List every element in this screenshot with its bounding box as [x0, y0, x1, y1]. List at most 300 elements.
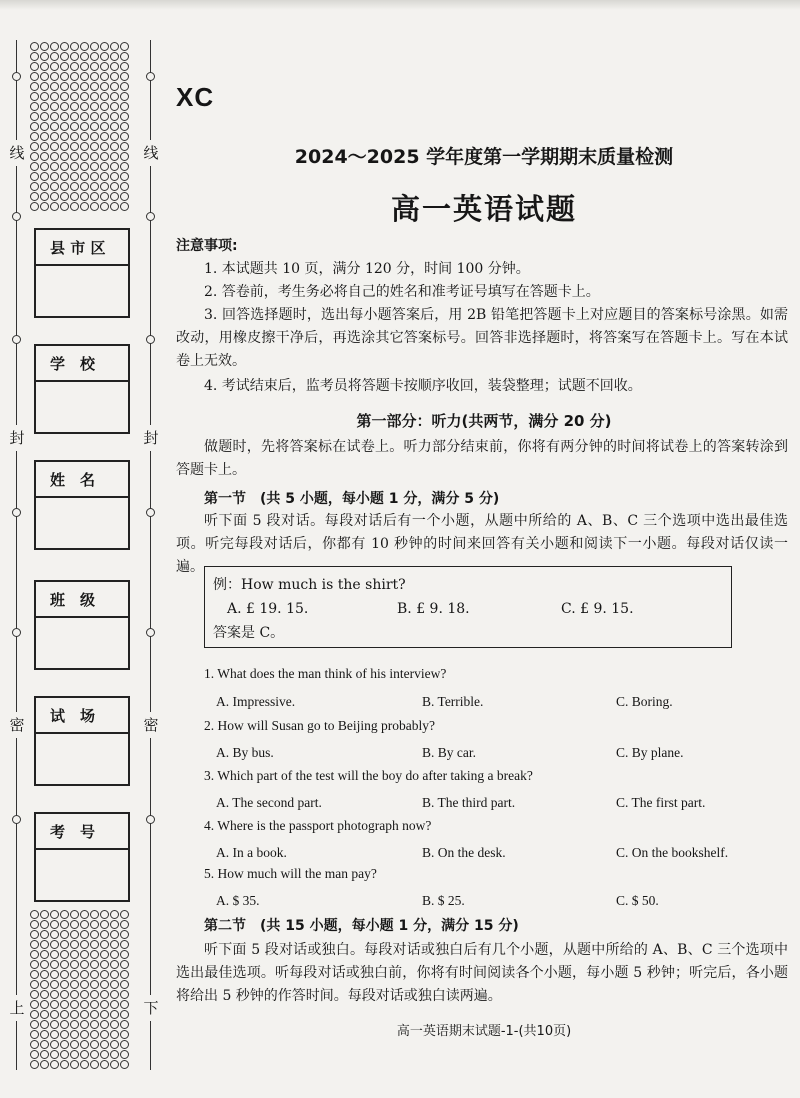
- bubble-mark: [60, 102, 69, 111]
- bubble-mark: [80, 910, 89, 919]
- bubble-mark: [50, 940, 59, 949]
- bubble-mark: [120, 940, 129, 949]
- option-a[interactable]: A. By bus.: [216, 745, 274, 760]
- bubble-mark: [30, 142, 39, 151]
- bubble-mark: [70, 82, 79, 91]
- bubble-mark: [90, 112, 99, 121]
- bubble-mark: [50, 1040, 59, 1049]
- bubble-mark: [40, 132, 49, 141]
- bubble-mark: [40, 980, 49, 989]
- bubble-mark: [40, 910, 49, 919]
- bubble-mark: [50, 42, 59, 51]
- bubble-mark: [100, 72, 109, 81]
- bubble-mark: [120, 1030, 129, 1039]
- bubble-mark: [60, 970, 69, 979]
- bubble-mark: [70, 1060, 79, 1069]
- question-5: 5. How much will the man pay?: [204, 866, 377, 881]
- bubble-mark: [110, 112, 119, 121]
- bubble-mark: [90, 62, 99, 71]
- bubble-mark: [60, 92, 69, 101]
- bubble-mark: [50, 920, 59, 929]
- bubble-mark: [50, 172, 59, 181]
- bubble-mark: [40, 92, 49, 101]
- bubble-mark: [100, 92, 109, 101]
- bubble-mark: [90, 42, 99, 51]
- bubble-mark: [80, 52, 89, 61]
- bubble-mark: [110, 1030, 119, 1039]
- bubble-mark: [50, 930, 59, 939]
- bubble-mark: [60, 202, 69, 211]
- bubble-mark: [30, 920, 39, 929]
- example-question: 例：How much is the shirt?: [213, 577, 406, 593]
- section-two-instructions: 听下面 5 段对话或独白。每段对话或独白后有几个小题，从题中所给的 A、B、C 三个选项中选出最佳选项。听每段对话或独白前，你将有时间阅读各个小题，每小题 5 秒钟；听完后，各小题将给出 5 秒钟的作答时间。每段对话或独白读两遍。: [176, 942, 788, 1004]
- bubble-mark: [40, 960, 49, 969]
- bubble-mark: [100, 940, 109, 949]
- question-3: 3. Which part of the test will the boy do after taking a break?: [204, 768, 533, 783]
- bubble-mark: [100, 162, 109, 171]
- option-b[interactable]: B. $ 25.: [422, 893, 465, 908]
- bubble-mark: [30, 1040, 39, 1049]
- bubble-mark: [50, 960, 59, 969]
- bubble-mark: [80, 142, 89, 151]
- option-c[interactable]: C. Boring.: [616, 694, 673, 709]
- bubble-mark: [100, 142, 109, 151]
- bubble-mark: [70, 52, 79, 61]
- bubble-mark: [80, 102, 89, 111]
- bubble-mark: [110, 122, 119, 131]
- bubble-grid-bottom: [30, 910, 130, 1070]
- bubble-mark: [60, 910, 69, 919]
- option-a[interactable]: A. The second part.: [216, 795, 322, 810]
- cut-label-up: 上: [9, 995, 25, 1021]
- bubble-mark: [100, 172, 109, 181]
- bubble-mark: [40, 950, 49, 959]
- bubble-mark: [90, 1060, 99, 1069]
- county-field[interactable]: [34, 228, 130, 318]
- bubble-mark: [70, 940, 79, 949]
- bubble-mark: [70, 1050, 79, 1059]
- bubble-mark: [110, 102, 119, 111]
- bubble-mark: [50, 990, 59, 999]
- bubble-mark: [80, 970, 89, 979]
- bubble-mark: [70, 930, 79, 939]
- bubble-mark: [60, 112, 69, 121]
- bubble-mark: [120, 92, 129, 101]
- bubble-mark: [40, 122, 49, 131]
- bubble-mark: [110, 980, 119, 989]
- bubble-grid-top: [30, 42, 130, 212]
- cut-line-right: [150, 40, 151, 1070]
- bubble-mark: [110, 920, 119, 929]
- bubble-mark: [120, 62, 129, 71]
- bubble-mark: [50, 1000, 59, 1009]
- bubble-mark: [100, 910, 109, 919]
- bubble-mark: [110, 142, 119, 151]
- bubble-mark: [40, 1040, 49, 1049]
- cut-label-line: 线: [143, 140, 159, 166]
- bubble-mark: [110, 950, 119, 959]
- bubble-mark: [70, 72, 79, 81]
- bubble-mark: [70, 202, 79, 211]
- bubble-mark: [60, 122, 69, 131]
- bubble-mark: [60, 920, 69, 929]
- exam-number-field[interactable]: [34, 812, 130, 902]
- bubble-mark: [70, 950, 79, 959]
- binding-hole: [146, 335, 155, 344]
- option-b[interactable]: B. Terrible.: [422, 694, 484, 709]
- bubble-mark: [100, 132, 109, 141]
- bubble-mark: [50, 152, 59, 161]
- bubble-mark: [80, 980, 89, 989]
- bubble-mark: [80, 132, 89, 141]
- bubble-mark: [70, 132, 79, 141]
- bubble-mark: [40, 192, 49, 201]
- bubble-mark: [80, 192, 89, 201]
- bubble-mark: [80, 92, 89, 101]
- section-two-heading: 第二节 (共 15 小题，每小题 1 分，满分 15 分): [204, 918, 519, 934]
- binding-hole: [12, 72, 21, 81]
- bubble-mark: [30, 42, 39, 51]
- name-field[interactable]: [34, 460, 130, 550]
- bubble-mark: [110, 1010, 119, 1019]
- bubble-mark: [30, 960, 39, 969]
- bubble-mark: [30, 172, 39, 181]
- bubble-mark: [100, 52, 109, 61]
- question-2: 2. How will Susan go to Beijing probably?: [204, 718, 435, 733]
- bubble-mark: [90, 72, 99, 81]
- bubble-mark: [50, 980, 59, 989]
- bubble-mark: [40, 172, 49, 181]
- bubble-mark: [100, 1050, 109, 1059]
- bubble-mark: [30, 970, 39, 979]
- option-b[interactable]: B. The third part.: [422, 795, 516, 810]
- bubble-mark: [40, 930, 49, 939]
- binding-strip: [0, 0, 170, 1098]
- bubble-mark: [90, 52, 99, 61]
- cut-label-line: 线: [9, 140, 25, 166]
- bubble-mark: [90, 1000, 99, 1009]
- bubble-mark: [90, 132, 99, 141]
- bubble-mark: [30, 1000, 39, 1009]
- exam-number-label: 考 号: [36, 814, 128, 850]
- example-option-b: B. £ 9. 18.: [397, 601, 470, 617]
- option-c[interactable]: C. On the bookshelf.: [616, 845, 729, 860]
- bubble-mark: [110, 52, 119, 61]
- bubble-mark: [110, 72, 119, 81]
- bubble-mark: [100, 112, 109, 121]
- bubble-mark: [30, 62, 39, 71]
- bubble-mark: [60, 142, 69, 151]
- bubble-mark: [50, 142, 59, 151]
- bubble-mark: [80, 950, 89, 959]
- bubble-mark: [80, 182, 89, 191]
- bubble-mark: [80, 960, 89, 969]
- section-one-instructions: 听下面 5 段对话。每段对话后有一个小题，从题中所给的 A、B、C 三个选项中选出最佳选项。听完每段对话后，你都有 10 秒钟的时间来回答有关小题和阅读下一小题。每段对话仅读一遍。: [176, 513, 788, 575]
- bubble-mark: [100, 930, 109, 939]
- bubble-mark: [120, 960, 129, 969]
- bubble-mark: [120, 910, 129, 919]
- bubble-mark: [50, 92, 59, 101]
- bubble-mark: [110, 132, 119, 141]
- bubble-mark: [50, 112, 59, 121]
- bubble-mark: [30, 162, 39, 171]
- bubble-mark: [40, 142, 49, 151]
- bubble-mark: [110, 152, 119, 161]
- bubble-mark: [30, 950, 39, 959]
- bubble-mark: [120, 102, 129, 111]
- bubble-mark: [80, 72, 89, 81]
- bubble-mark: [100, 950, 109, 959]
- bubble-mark: [70, 1000, 79, 1009]
- bubble-mark: [110, 990, 119, 999]
- exam-room-label: 试 场: [36, 698, 128, 734]
- bubble-mark: [30, 192, 39, 201]
- bubble-mark: [90, 162, 99, 171]
- bubble-mark: [120, 52, 129, 61]
- bubble-mark: [90, 152, 99, 161]
- bubble-mark: [100, 82, 109, 91]
- binding-hole: [12, 212, 21, 221]
- bubble-mark: [50, 182, 59, 191]
- bubble-mark: [90, 1020, 99, 1029]
- notice-item: 1. 本试题共 10 页，满分 120 分，时间 100 分钟。: [204, 261, 530, 277]
- bubble-mark: [60, 1010, 69, 1019]
- binding-hole: [12, 335, 21, 344]
- bubble-mark: [40, 1020, 49, 1029]
- bubble-mark: [30, 930, 39, 939]
- bubble-mark: [120, 950, 129, 959]
- cut-line-left: [16, 40, 17, 1070]
- bubble-mark: [40, 1000, 49, 1009]
- bubble-mark: [60, 940, 69, 949]
- bubble-mark: [100, 122, 109, 131]
- bubble-mark: [50, 1030, 59, 1039]
- bubble-mark: [70, 920, 79, 929]
- bubble-mark: [90, 1030, 99, 1039]
- bubble-mark: [100, 192, 109, 201]
- example-option-c: C. £ 9. 15.: [561, 601, 634, 617]
- bubble-mark: [80, 1040, 89, 1049]
- bubble-mark: [30, 990, 39, 999]
- bubble-mark: [110, 1050, 119, 1059]
- question-4: 4. Where is the passport photograph now?: [204, 818, 432, 833]
- bubble-mark: [50, 62, 59, 71]
- bubble-mark: [100, 1060, 109, 1069]
- bubble-mark: [110, 1040, 119, 1049]
- section-one-heading: 第一节 (共 5 小题，每小题 1 分，满分 5 分): [204, 491, 500, 507]
- bubble-mark: [40, 920, 49, 929]
- subject-title: 高一英语试题: [390, 192, 577, 226]
- part-one-intro: 做题时，先将答案标在试卷上。听力部分结束前，你将有两分钟的时间将试卷上的答案转涂到答题卡上。: [176, 439, 788, 478]
- bubble-mark: [100, 1010, 109, 1019]
- bubble-mark: [60, 930, 69, 939]
- bubble-mark: [30, 1060, 39, 1069]
- county-label: 县 市 区: [36, 230, 128, 266]
- bubble-mark: [120, 202, 129, 211]
- bubble-mark: [70, 92, 79, 101]
- bubble-mark: [50, 1010, 59, 1019]
- bubble-mark: [120, 1010, 129, 1019]
- school-field[interactable]: [34, 344, 130, 434]
- bubble-mark: [90, 192, 99, 201]
- option-c[interactable]: C. The first part.: [616, 795, 706, 810]
- bubble-mark: [70, 192, 79, 201]
- bubble-mark: [40, 162, 49, 171]
- bubble-mark: [120, 112, 129, 121]
- bubble-mark: [120, 192, 129, 201]
- bubble-mark: [90, 182, 99, 191]
- page-footer: 高一英语期末试题-1-(共10页): [396, 1024, 572, 1039]
- bubble-mark: [30, 1030, 39, 1039]
- bubble-mark: [80, 122, 89, 131]
- option-a[interactable]: A. $ 35.: [216, 893, 260, 908]
- bubble-mark: [110, 930, 119, 939]
- bubble-mark: [60, 72, 69, 81]
- cut-label-down: 下: [143, 995, 159, 1021]
- bubble-mark: [110, 1020, 119, 1029]
- option-c[interactable]: C. By plane.: [616, 745, 684, 760]
- bubble-mark: [90, 910, 99, 919]
- bubble-mark: [120, 980, 129, 989]
- bubble-mark: [60, 82, 69, 91]
- option-a[interactable]: A. Impressive.: [216, 694, 296, 709]
- bubble-mark: [110, 62, 119, 71]
- example-options: [213, 597, 723, 621]
- bubble-mark: [40, 152, 49, 161]
- bubble-mark: [50, 950, 59, 959]
- bubble-mark: [40, 62, 49, 71]
- binding-hole: [146, 815, 155, 824]
- question-1: 1. What does the man think of his interview?: [204, 666, 447, 681]
- notice-item: 3. 回答选择题时，选出每小题答案后，用 2B 铅笔把答题卡上对应题目的答案标号涂黑。如需改动，用橡皮擦干净后，再选涂其它答案标号。回答非选择题时，将答案写在答题卡上。写在本试卷上无效。: [176, 307, 788, 369]
- binding-hole: [146, 212, 155, 221]
- option-a[interactable]: A. In a book.: [216, 845, 287, 860]
- bubble-mark: [50, 910, 59, 919]
- bubble-mark: [70, 102, 79, 111]
- bubble-mark: [70, 990, 79, 999]
- option-b[interactable]: B. On the desk.: [422, 845, 506, 860]
- bubble-mark: [100, 1020, 109, 1029]
- bubble-mark: [100, 960, 109, 969]
- exam-room-field[interactable]: [34, 696, 130, 786]
- cut-label-seal: 封: [143, 425, 159, 451]
- bubble-mark: [50, 72, 59, 81]
- exam-code: XC: [176, 82, 215, 112]
- bubble-mark: [30, 72, 39, 81]
- bubble-mark: [70, 152, 79, 161]
- bubble-mark: [50, 202, 59, 211]
- bubble-mark: [50, 1060, 59, 1069]
- binding-hole: [12, 628, 21, 637]
- option-b[interactable]: B. By car.: [422, 745, 476, 760]
- binding-hole: [146, 72, 155, 81]
- part-one-title: 第一部分：听力(共两节，满分 20 分): [356, 412, 612, 430]
- bubble-mark: [100, 980, 109, 989]
- bubble-mark: [70, 172, 79, 181]
- bubble-mark: [50, 52, 59, 61]
- bubble-mark: [90, 950, 99, 959]
- bubble-mark: [90, 920, 99, 929]
- bubble-mark: [120, 122, 129, 131]
- bubble-mark: [80, 1060, 89, 1069]
- bubble-mark: [70, 1010, 79, 1019]
- bubble-mark: [50, 162, 59, 171]
- name-label: 姓 名: [36, 462, 128, 498]
- bubble-mark: [40, 1060, 49, 1069]
- bubble-mark: [80, 62, 89, 71]
- bubble-mark: [30, 980, 39, 989]
- bubble-mark: [30, 910, 39, 919]
- bubble-mark: [30, 202, 39, 211]
- binding-hole: [12, 508, 21, 517]
- bubble-mark: [60, 62, 69, 71]
- example-option-a: A. £ 19. 15.: [227, 601, 309, 617]
- bubble-mark: [100, 990, 109, 999]
- bubble-mark: [90, 940, 99, 949]
- bubble-mark: [120, 72, 129, 81]
- bubble-mark: [80, 1050, 89, 1059]
- bubble-mark: [40, 202, 49, 211]
- bubble-mark: [50, 102, 59, 111]
- bubble-mark: [90, 1050, 99, 1059]
- bubble-mark: [120, 142, 129, 151]
- bubble-mark: [50, 132, 59, 141]
- exam-title: 2024～2025 学年度第一学期期末质量检测: [294, 146, 674, 168]
- cut-label-secret: 密: [143, 712, 159, 738]
- bubble-mark: [90, 92, 99, 101]
- bubble-mark: [60, 1050, 69, 1059]
- bubble-mark: [80, 162, 89, 171]
- bubble-mark: [100, 1000, 109, 1009]
- bubble-mark: [110, 910, 119, 919]
- bubble-mark: [40, 82, 49, 91]
- bubble-mark: [120, 132, 129, 141]
- bubble-mark: [110, 182, 119, 191]
- bubble-mark: [80, 1000, 89, 1009]
- bubble-mark: [40, 42, 49, 51]
- bubble-mark: [120, 42, 129, 51]
- bubble-mark: [60, 162, 69, 171]
- bubble-mark: [70, 112, 79, 121]
- bubble-mark: [30, 940, 39, 949]
- bubble-mark: [60, 132, 69, 141]
- bubble-mark: [60, 1030, 69, 1039]
- bubble-mark: [30, 1050, 39, 1059]
- bubble-mark: [60, 172, 69, 181]
- bubble-mark: [110, 82, 119, 91]
- bubble-mark: [100, 182, 109, 191]
- bubble-mark: [40, 72, 49, 81]
- bubble-mark: [60, 52, 69, 61]
- bubble-mark: [90, 990, 99, 999]
- bubble-mark: [90, 980, 99, 989]
- bubble-mark: [60, 1020, 69, 1029]
- bubble-mark: [100, 152, 109, 161]
- notice-item: 2. 答卷前，考生务必将自己的姓名和准考证号填写在答题卡上。: [204, 284, 600, 300]
- bubble-mark: [110, 92, 119, 101]
- bubble-mark: [50, 192, 59, 201]
- option-c[interactable]: C. $ 50.: [616, 893, 659, 908]
- bubble-mark: [60, 1000, 69, 1009]
- bubble-mark: [60, 980, 69, 989]
- example-answer: 答案是 C。: [213, 625, 285, 641]
- bubble-mark: [110, 192, 119, 201]
- bubble-mark: [70, 162, 79, 171]
- class-field[interactable]: [34, 580, 130, 670]
- bubble-mark: [120, 162, 129, 171]
- binding-hole: [146, 628, 155, 637]
- bubble-mark: [80, 930, 89, 939]
